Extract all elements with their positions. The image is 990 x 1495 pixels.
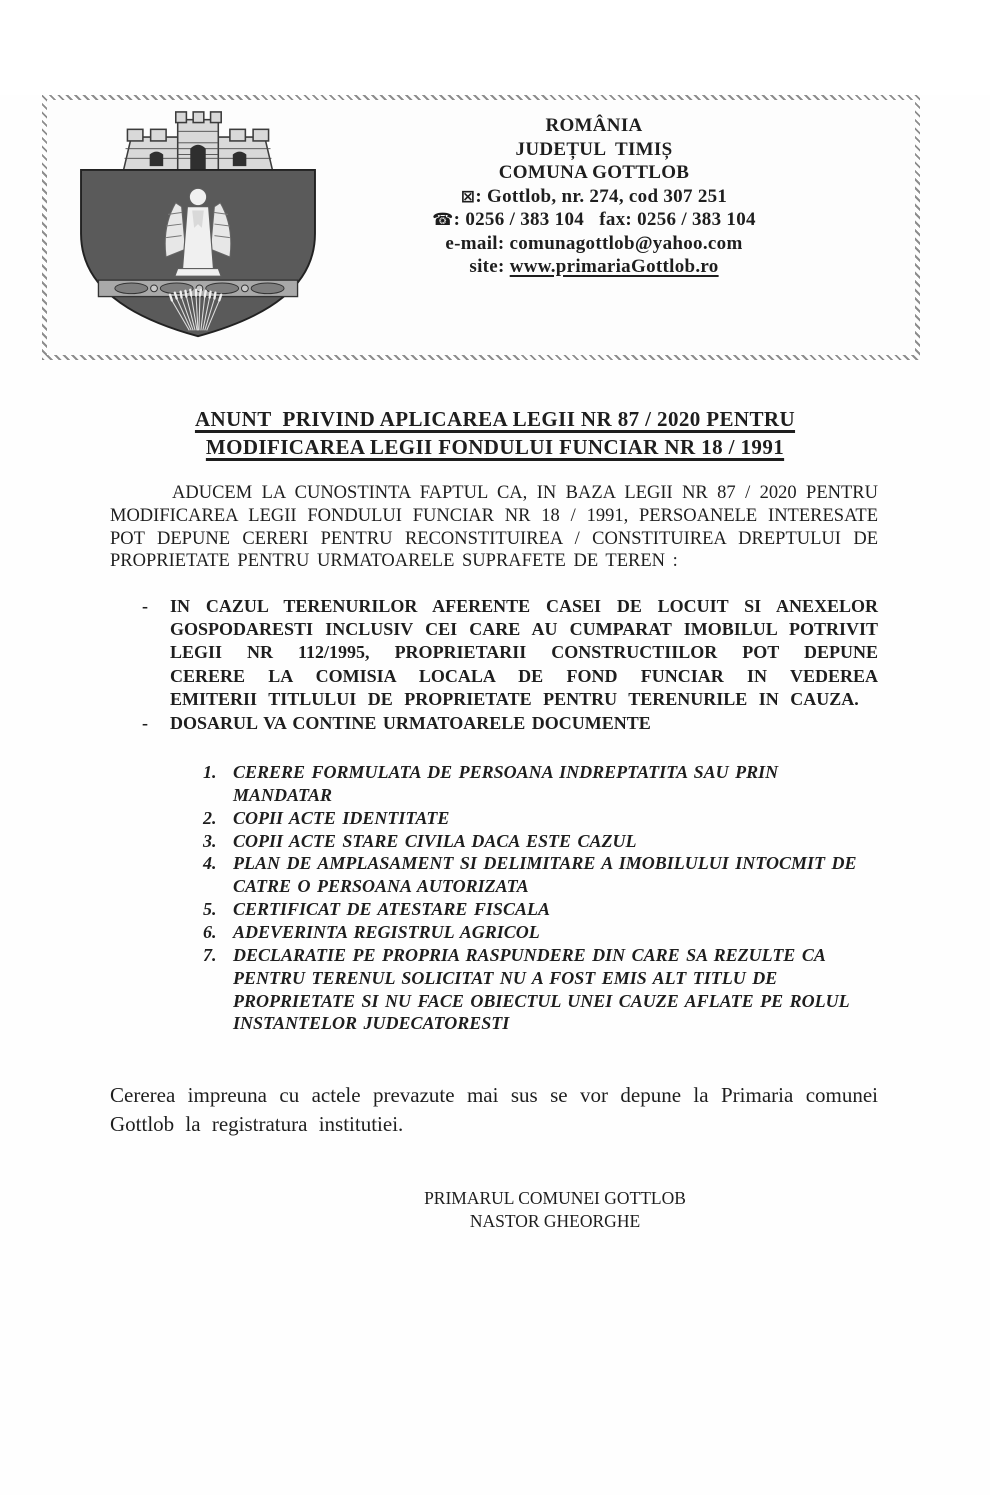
document-title-line1: ANUNT PRIVIND APLICAREA LEGII NR 87 / 2020 PENTRU xyxy=(194,407,796,431)
closing-paragraph: Cererea impreuna cu actele prevazute mai sus se vor depune la Primaria comunei Gottlob la registratura institutiei. xyxy=(110,1083,878,1137)
phone-text: : 0256 / 383 104 fax: 0256 / 383 104 xyxy=(453,209,756,231)
gottlob-coat-of-arms-icon xyxy=(67,110,329,342)
telephone-icon: ☎ xyxy=(432,210,454,231)
document-item-text: ADEVERINTA REGISTRUL AGRICOL xyxy=(233,922,540,943)
site-line xyxy=(329,255,859,279)
bullet-dash-marker: - xyxy=(142,712,148,733)
bullet-item xyxy=(142,712,878,735)
bullet-dash-marker: - xyxy=(142,595,148,616)
document-list-item xyxy=(203,830,875,853)
letterhead-text-block xyxy=(329,100,915,279)
address-line xyxy=(329,185,859,209)
letterhead-inner xyxy=(47,100,915,355)
signature-name: NASTOR GHEORGHE xyxy=(469,1211,641,1232)
letterhead-box xyxy=(42,95,920,360)
document-item-text: PLAN DE AMPLASAMENT SI DELIMITARE A IMOBILULUI INTOCMIT DE CATRE O PERSOANA AUTORIZATA xyxy=(233,853,857,897)
document-list-item xyxy=(203,761,875,807)
document-list-item xyxy=(203,921,875,944)
document-title xyxy=(0,406,990,461)
signature-role: PRIMARUL COMUNEI GOTTLOB xyxy=(424,1188,686,1209)
document-item-number: 7. xyxy=(203,944,217,965)
email-line: e-mail: comunagottlob@yahoo.com xyxy=(445,232,743,254)
bullet-text: DOSARUL VA CONTINE URMATOARELE DOCUMENTE xyxy=(170,712,651,733)
commune-name: COMUNA GOTTLOB xyxy=(498,162,690,184)
bullet-list xyxy=(142,595,878,735)
document-list xyxy=(203,761,875,1035)
document-item-number: 5. xyxy=(203,899,217,920)
bullet-item xyxy=(142,595,878,712)
envelope-icon: ⊠ xyxy=(460,186,476,207)
document-item-number: 4. xyxy=(203,853,217,874)
document-item-number: 1. xyxy=(203,762,217,783)
document-item-number: 2. xyxy=(203,807,217,828)
phone-line xyxy=(329,208,859,232)
document-item-text: CERERE FORMULATA DE PERSOANA INDREPTATITA SAU PRIN MANDATAR xyxy=(233,762,779,805)
document-title-line2: MODIFICAREA LEGII FONDULUI FUNCIAR NR 18 / 1991 xyxy=(205,434,785,459)
document-list-item xyxy=(203,944,875,1035)
intro-paragraph: ADUCEM LA CUNOSTINTA FAPTUL CA, IN BAZA LEGII NR 87 / 2020 PENTRU MODIFICAREA LEGII FONDULUI FUNCIAR NR 18 / 1991, PERSOANELE INTERESATE POT DEPUNE CERERI PENTRU RECONSTITUIREA / CONSTITUIREA DREPTULUI DE PROPRIETATE PENTRU URMATOARELE SUPRAFETE DE TEREN : xyxy=(110,483,878,572)
document-list-item xyxy=(203,807,875,830)
document-item-text: DECLARATIE PE PROPRIA RASPUNDERE DIN CARE SA REZULTE CA PENTRU TERENUL SOLICITAT NU A FOST EMIS ALT TITLU DE PROPRIETATE SI NU FACE OBIECTUL UNEI CAUZE AFLATE PE ROLUL INSTANTELOR JUDECATORESTI xyxy=(233,944,849,1034)
document-item-text: CERTIFICAT DE ATESTARE FISCALA xyxy=(233,899,550,920)
scanned-document-page xyxy=(0,95,990,1495)
site-url-link: www.primariaGottlob.ro xyxy=(509,256,719,278)
document-item-text: COPII ACTE STARE CIVILA DACA ESTE CAZUL xyxy=(233,830,637,851)
country-name: ROMÂNIA xyxy=(545,115,643,136)
document-list-item xyxy=(203,852,875,898)
bullet-text: IN CAZUL TERENURILOR AFERENTE CASEI DE LOCUIT SI ANEXELOR GOSPODARESTI INCLUSIV CEI CARE AU CUMPARAT IMOBILUL POTRIVIT LEGII NR 112/1995, PROPRIETARII CONSTRUCTIILOR POT DEPUNE CERERE LA COMISIA LOCALA DE FOND FUNCIAR IN VEDEREA EMITERII TITLULUI DE PROPRIETATE PENTRU TERENURILE IN CAUZA. xyxy=(170,595,878,710)
document-list-item xyxy=(203,898,875,921)
signature-block xyxy=(0,1187,990,1233)
document-item-number: 3. xyxy=(203,830,217,851)
document-item-text: COPII ACTE IDENTITATE xyxy=(233,807,450,828)
county-name: JUDEȚUL TIMIȘ xyxy=(515,138,673,160)
address-text: : Gottlob, nr. 274, cod 307 251 xyxy=(475,185,728,207)
site-label: site: xyxy=(469,256,510,278)
document-item-number: 6. xyxy=(203,922,217,943)
